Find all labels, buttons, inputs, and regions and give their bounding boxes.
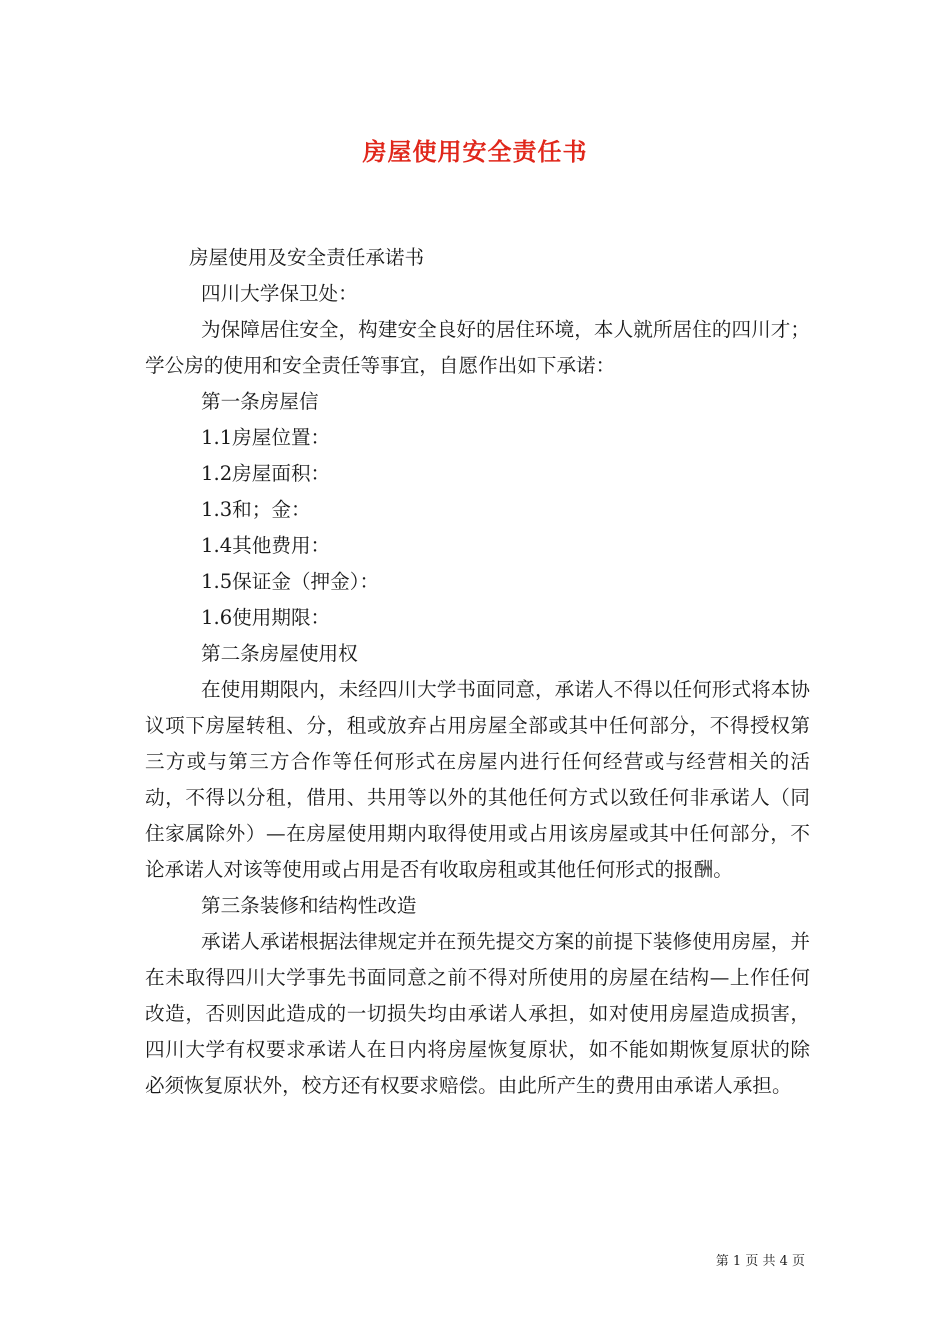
item-1-6: 1.6使用期限： <box>201 606 331 629</box>
intro-paragraph: 为保障居住安全，构建安全良好的居住环境，本人就所居住的四川才；学公房的使用和安全责任等事宜，自愿作出如下承诺： <box>145 318 810 377</box>
page-number: 第 1 页 共 4 页 <box>715 1254 805 1269</box>
item-1-4: 1.4其他费用： <box>201 534 331 557</box>
article-1-heading: 第一条房屋信 <box>201 390 319 413</box>
article-2-body: 在使用期限内，未经四川大学书面同意，承诺人不得以任何形式将本协议项下房屋转租、分，租或放弃占用房屋全部或其中任何部分，不得授权第三方或与第三方合作等任何形式在房屋内进行任何经营或与经营相关的活动，不得以分租，借用、共用等以外的其他任何方式以致任何非承诺人（同住家属除外）—在房屋使用期内取得使用或占用该房屋或其中任何部分，不论承诺人对该等使用或占用是否有收取房租或其他任何形式的报酬。 <box>145 678 810 881</box>
item-1-5: 1.5保证金（押金）： <box>201 570 380 593</box>
subtitle-paragraph: 房屋使用及安全责任承诺书 <box>189 246 425 269</box>
item-1-3: 1.3和；金： <box>201 498 311 521</box>
article-2-heading: 第二条房屋使用权 <box>201 642 358 665</box>
article-3-body: 承诺人承诺根据法律规定并在预先提交方案的前提下装修使用房屋，并在未取得四川大学事先书面同意之前不得对所使用的房屋在结构—上作任何改造，否则因此造成的一切损失均由承诺人承担，如对使用房屋造成损害，四川大学有权要求承诺人在日内将房屋恢复原状，如不能如期恢复原状的除必须恢复原状外，校方还有权要求赔偿。由此所产生的费用由承诺人承担。 <box>145 930 810 1097</box>
document-title: 房屋使用安全责任书 <box>362 138 588 166</box>
document-body <box>145 240 810 1104</box>
item-1-2: 1.2房屋面积： <box>201 462 331 485</box>
article-3-heading: 第三条装修和结构性改造 <box>201 894 417 917</box>
item-1-1: 1.1房屋位置： <box>201 426 331 449</box>
addressee-paragraph: 四川大学保卫处： <box>201 282 358 305</box>
